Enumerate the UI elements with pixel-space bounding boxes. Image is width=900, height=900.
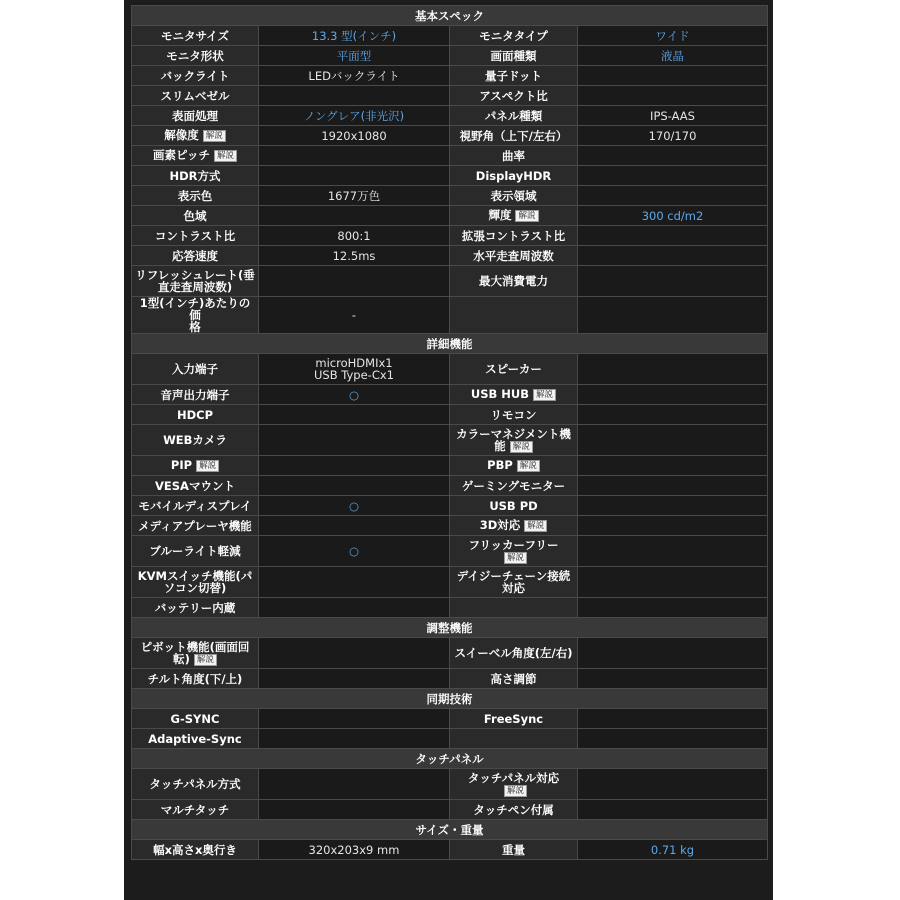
spec-label: 視野角（上下/左右）	[459, 128, 568, 143]
spec-label-cell	[132, 354, 259, 385]
spec-row	[132, 669, 768, 689]
spec-label-cell	[450, 516, 578, 536]
spec-label-cell	[132, 567, 259, 598]
spec-value[interactable]: 0.71 kg	[650, 842, 695, 857]
spec-label-cell	[450, 405, 578, 425]
spec-value[interactable]: ワイド	[655, 28, 690, 43]
spec-label-cell	[132, 266, 259, 297]
spec-value-cell	[259, 146, 450, 166]
spec-value-cell	[259, 405, 450, 425]
spec-label-cell	[450, 425, 578, 456]
spec-label: 量子ドット	[484, 68, 543, 83]
spec-label: デイジーチェーン接続 対応	[456, 569, 571, 595]
spec-label: スピーカー	[485, 362, 542, 376]
spec-row	[132, 425, 768, 456]
spec-label: 画面種類	[490, 48, 537, 63]
spec-label: FreeSync	[483, 711, 544, 726]
spec-value-cell	[259, 354, 450, 385]
spec-label: チルト角度(下/上)	[147, 671, 243, 686]
spec-value-cell	[259, 86, 450, 106]
spec-value[interactable]: ○	[348, 387, 360, 402]
spec-value-cell	[259, 729, 450, 749]
spec-value-cell	[259, 709, 450, 729]
spec-value-cell	[578, 246, 768, 266]
spec-label: モニタサイズ	[160, 28, 230, 43]
spec-value-cell	[259, 46, 450, 66]
spec-label-cell	[132, 206, 259, 226]
spec-label-cell	[132, 456, 259, 476]
spec-value-cell	[578, 567, 768, 598]
spec-label-cell	[450, 800, 578, 820]
spec-label: カラーマネジメント機 能	[456, 426, 571, 453]
spec-label: アスペクト比	[479, 88, 548, 103]
spec-label-cell	[132, 385, 259, 405]
spec-value-cell	[259, 66, 450, 86]
spec-value: 1677万色	[327, 188, 381, 203]
spec-label: ブルーライト軽減	[149, 544, 241, 558]
spec-row	[132, 456, 768, 476]
spec-value-cell	[578, 186, 768, 206]
spec-label-cell	[450, 46, 578, 66]
spec-row	[132, 598, 768, 618]
spec-value-cell	[578, 226, 768, 246]
spec-value: 320x203x9 mm	[308, 842, 400, 857]
spec-row	[132, 496, 768, 516]
spec-value: -	[351, 308, 357, 322]
spec-value-cell	[259, 166, 450, 186]
spec-label: Adaptive-Sync	[148, 731, 242, 746]
spec-value-cell	[578, 425, 768, 456]
spec-label: PBP	[487, 458, 513, 472]
section-title: タッチパネル	[132, 749, 768, 769]
spec-value-cell	[259, 769, 450, 800]
spec-label: 表示領域	[490, 188, 537, 203]
spec-row	[132, 769, 768, 800]
spec-label-cell	[450, 266, 578, 297]
spec-value-cell	[578, 106, 768, 126]
spec-value-cell	[578, 476, 768, 496]
spec-label: 曲率	[502, 148, 525, 163]
spec-label: フリッカーフリー	[468, 537, 559, 552]
spec-value-cell	[578, 46, 768, 66]
section-header-row	[132, 820, 768, 840]
explain-badge[interactable]: 解説	[517, 460, 540, 472]
spec-label: HDR方式	[169, 168, 221, 183]
spec-label: 重量	[502, 842, 525, 857]
spec-label-cell	[132, 226, 259, 246]
spec-label: 画素ピッチ	[152, 148, 211, 162]
spec-value-cell	[259, 840, 450, 860]
spec-label: リフレッシュレート(垂 直走査周波数)	[135, 268, 255, 294]
spec-label-cell	[450, 567, 578, 598]
spec-value: IPS-AAS	[650, 108, 695, 123]
spec-label-cell	[450, 456, 578, 476]
spec-value-cell	[259, 536, 450, 567]
explain-badge[interactable]: 解説	[203, 130, 226, 142]
spec-value: microHDMIx1 USB Type-Cx1	[314, 356, 394, 382]
spec-value-cell	[578, 266, 768, 297]
spec-value-cell	[259, 246, 450, 266]
spec-label-cell	[450, 246, 578, 266]
spec-label: 最大消費電力	[479, 274, 548, 288]
section-title: 調整機能	[132, 618, 768, 638]
spec-value-cell	[578, 729, 768, 749]
spec-label: 表面処理	[172, 108, 218, 123]
spec-label-cell	[132, 536, 259, 567]
spec-value[interactable]: 平面型	[336, 48, 372, 63]
spec-value-cell	[578, 385, 768, 405]
spec-label: 表示色	[177, 188, 213, 203]
spec-label: 1型(インチ)あたりの価 格	[139, 296, 251, 334]
spec-label-cell	[450, 476, 578, 496]
spec-value: 1920x1080	[321, 128, 387, 143]
spec-label: 音声出力端子	[160, 387, 230, 402]
section-title: 基本スペック	[132, 6, 768, 26]
spec-value-cell	[259, 496, 450, 516]
spec-label: VESAマウント	[155, 478, 235, 493]
spec-value-cell	[578, 598, 768, 618]
spec-label: メディアプレーヤ機能	[138, 518, 252, 533]
spec-label: HDCP	[176, 407, 214, 422]
explain-badge[interactable]: 解説	[524, 520, 547, 532]
spec-value-cell	[259, 206, 450, 226]
spec-value-cell	[259, 385, 450, 405]
spec-label-cell	[132, 166, 259, 186]
spec-value-cell	[259, 297, 450, 334]
spec-value-cell	[578, 206, 768, 226]
spec-label-cell	[132, 26, 259, 46]
spec-label-cell	[450, 66, 578, 86]
spec-row	[132, 567, 768, 598]
spec-value-cell	[578, 26, 768, 46]
spec-value-cell	[259, 638, 450, 669]
spec-value-cell	[578, 354, 768, 385]
explain-badge[interactable]: 解説	[194, 654, 217, 666]
spec-value-cell	[259, 476, 450, 496]
spec-value-cell	[259, 598, 450, 618]
spec-label: リモコン	[490, 407, 537, 422]
spec-label-cell	[132, 106, 259, 126]
spec-label-cell	[450, 385, 578, 405]
spec-label-cell	[450, 496, 578, 516]
spec-label: WEBカメラ	[163, 433, 227, 447]
spec-value: 800:1	[337, 228, 371, 243]
spec-label: スリムベゼル	[160, 88, 230, 103]
spec-value-cell	[578, 86, 768, 106]
spec-value-cell	[259, 186, 450, 206]
spec-value-cell	[259, 226, 450, 246]
spec-label-cell	[450, 126, 578, 146]
explain-badge[interactable]: 解説	[510, 441, 533, 453]
spec-label-cell	[132, 86, 259, 106]
spec-label: 幅x高さx奥行き	[153, 842, 237, 857]
spec-value-cell	[259, 456, 450, 476]
spec-row	[132, 516, 768, 536]
section-header-row	[132, 618, 768, 638]
spec-value[interactable]: 13.3 型(インチ)	[311, 28, 397, 43]
explain-badge[interactable]: 解説	[504, 552, 527, 564]
spec-row	[132, 206, 768, 226]
spec-row	[132, 354, 768, 385]
spec-label: バッテリー内蔵	[154, 600, 236, 615]
spec-value-cell	[259, 425, 450, 456]
spec-value[interactable]: ○	[348, 498, 360, 513]
spec-row	[132, 405, 768, 425]
spec-label: 水平走査周波数	[473, 248, 554, 263]
spec-value-cell	[259, 126, 450, 146]
spec-row	[132, 709, 768, 729]
spec-label: タッチペン付属	[473, 802, 554, 817]
spec-label-cell	[450, 146, 578, 166]
explain-badge[interactable]: 解説	[515, 210, 538, 222]
spec-value-cell	[578, 840, 768, 860]
spec-value-cell	[578, 516, 768, 536]
spec-label-cell	[132, 769, 259, 800]
spec-row	[132, 226, 768, 246]
section-title: サイズ・重量	[132, 820, 768, 840]
spec-row	[132, 536, 768, 567]
spec-label-cell	[132, 476, 259, 496]
spec-value: 12.5ms	[332, 248, 376, 263]
spec-row	[132, 297, 768, 334]
spec-value-cell	[578, 769, 768, 800]
spec-label-cell	[132, 66, 259, 86]
spec-label: マルチタッチ	[160, 802, 230, 817]
spec-value-cell	[578, 456, 768, 476]
spec-row	[132, 126, 768, 146]
spec-label: スイーベル角度(左/右)	[454, 646, 573, 660]
spec-row	[132, 86, 768, 106]
spec-label: 入力端子	[172, 362, 218, 376]
spec-label: タッチパネル対応	[467, 770, 560, 785]
spec-row	[132, 476, 768, 496]
spec-label: モニタ形状	[166, 48, 224, 63]
spec-label-cell	[450, 840, 578, 860]
spec-value-cell	[578, 66, 768, 86]
spec-label: バックライト	[160, 68, 230, 83]
spec-value-cell	[259, 669, 450, 689]
spec-row	[132, 638, 768, 669]
section-header-row	[132, 749, 768, 769]
spec-label-cell	[132, 840, 259, 860]
spec-label: モニタタイプ	[479, 28, 548, 43]
spec-value-cell	[578, 166, 768, 186]
spec-row	[132, 46, 768, 66]
spec-value-cell	[578, 669, 768, 689]
spec-value-cell	[259, 567, 450, 598]
spec-label-cell	[132, 598, 259, 618]
spec-label-cell	[132, 146, 259, 166]
spec-label-cell	[132, 709, 259, 729]
spec-row	[132, 186, 768, 206]
spec-label-cell	[450, 598, 578, 618]
spec-row	[132, 385, 768, 405]
spec-value[interactable]: ノングレア(非光沢)	[303, 108, 405, 123]
explain-badge[interactable]: 解説	[533, 389, 556, 401]
spec-label: PIP	[170, 458, 193, 472]
spec-value-cell	[578, 146, 768, 166]
spec-label-cell	[450, 669, 578, 689]
spec-label: ゲーミングモニター	[461, 478, 566, 493]
spec-label: 高さ調節	[490, 671, 537, 686]
spec-label-cell	[132, 126, 259, 146]
spec-label-cell	[450, 536, 578, 567]
spec-label-cell	[132, 800, 259, 820]
spec-row	[132, 266, 768, 297]
section-header-row	[132, 6, 768, 26]
spec-label: 3D対応	[479, 518, 521, 532]
spec-label-cell	[450, 166, 578, 186]
explain-badge[interactable]: 解説	[196, 460, 219, 472]
spec-row	[132, 146, 768, 166]
spec-label: タッチパネル方式	[149, 777, 241, 791]
spec-label-cell	[132, 425, 259, 456]
spec-label: 応答速度	[172, 248, 218, 263]
spec-label-cell	[132, 297, 259, 334]
spec-value-cell	[259, 516, 450, 536]
spec-value[interactable]: 300 cd/m2	[641, 208, 704, 223]
spec-value-cell	[578, 405, 768, 425]
spec-label-cell	[450, 106, 578, 126]
spec-label-cell	[132, 729, 259, 749]
spec-value-cell	[578, 496, 768, 516]
spec-value[interactable]: ○	[348, 544, 360, 558]
spec-label-cell	[132, 638, 259, 669]
spec-row	[132, 66, 768, 86]
spec-label: 解像度	[164, 128, 199, 142]
spec-row	[132, 246, 768, 266]
spec-label: 拡張コントラスト比	[461, 228, 566, 243]
spec-label-cell	[132, 496, 259, 516]
spec-label: KVMスイッチ機能(パ ソコン切替)	[137, 569, 253, 595]
spec-label-cell	[450, 26, 578, 46]
spec-label-cell	[132, 405, 259, 425]
spec-label-cell	[132, 669, 259, 689]
section-title: 詳細機能	[132, 334, 768, 354]
spec-label: パネル種類	[484, 108, 543, 123]
spec-value-cell	[259, 26, 450, 46]
spec-label: DisplayHDR	[475, 168, 552, 183]
spec-label-cell	[132, 46, 259, 66]
section-header-row	[132, 334, 768, 354]
spec-row	[132, 729, 768, 749]
spec-label-cell	[450, 226, 578, 246]
spec-value-cell	[578, 536, 768, 567]
spec-row	[132, 26, 768, 46]
explain-badge[interactable]: 解説	[214, 150, 237, 162]
spec-row	[132, 840, 768, 860]
spec-label: コントラスト比	[154, 228, 236, 243]
spec-value[interactable]: 液晶	[661, 48, 684, 63]
spec-row	[132, 106, 768, 126]
spec-value-cell	[578, 126, 768, 146]
spec-label: モバイルディスプレイ	[138, 498, 252, 513]
spec-value-cell	[259, 106, 450, 126]
spec-label-cell	[450, 354, 578, 385]
spec-label-cell	[450, 186, 578, 206]
spec-value-cell	[259, 800, 450, 820]
spec-value-cell	[578, 638, 768, 669]
spec-label: USB PD	[489, 498, 538, 513]
spec-label-cell	[450, 769, 578, 800]
spec-row	[132, 800, 768, 820]
spec-label-cell	[450, 206, 578, 226]
spec-row	[132, 166, 768, 186]
spec-table	[131, 5, 768, 860]
spec-label: 色域	[183, 208, 207, 223]
spec-value: LEDバックライト	[308, 68, 400, 83]
spec-value-cell	[578, 297, 768, 334]
spec-label-cell	[450, 729, 578, 749]
spec-label: ピボット機能(画面回 転)	[140, 639, 250, 666]
spec-label: G-SYNC	[170, 711, 220, 726]
section-header-row	[132, 689, 768, 709]
spec-value-cell	[578, 709, 768, 729]
spec-label-cell	[450, 297, 578, 334]
spec-label: 輝度	[488, 208, 512, 222]
spec-label: USB HUB	[470, 387, 530, 401]
spec-table-body	[132, 6, 768, 860]
spec-label-cell	[132, 186, 259, 206]
spec-label-cell	[450, 638, 578, 669]
spec-label-cell	[450, 86, 578, 106]
spec-label-cell	[132, 516, 259, 536]
section-title: 同期技術	[132, 689, 768, 709]
spec-value-cell	[578, 800, 768, 820]
spec-value: 170/170	[648, 128, 697, 143]
spec-label-cell	[132, 246, 259, 266]
spec-label-cell	[450, 709, 578, 729]
spec-value-cell	[259, 266, 450, 297]
explain-badge[interactable]: 解説	[504, 785, 527, 797]
